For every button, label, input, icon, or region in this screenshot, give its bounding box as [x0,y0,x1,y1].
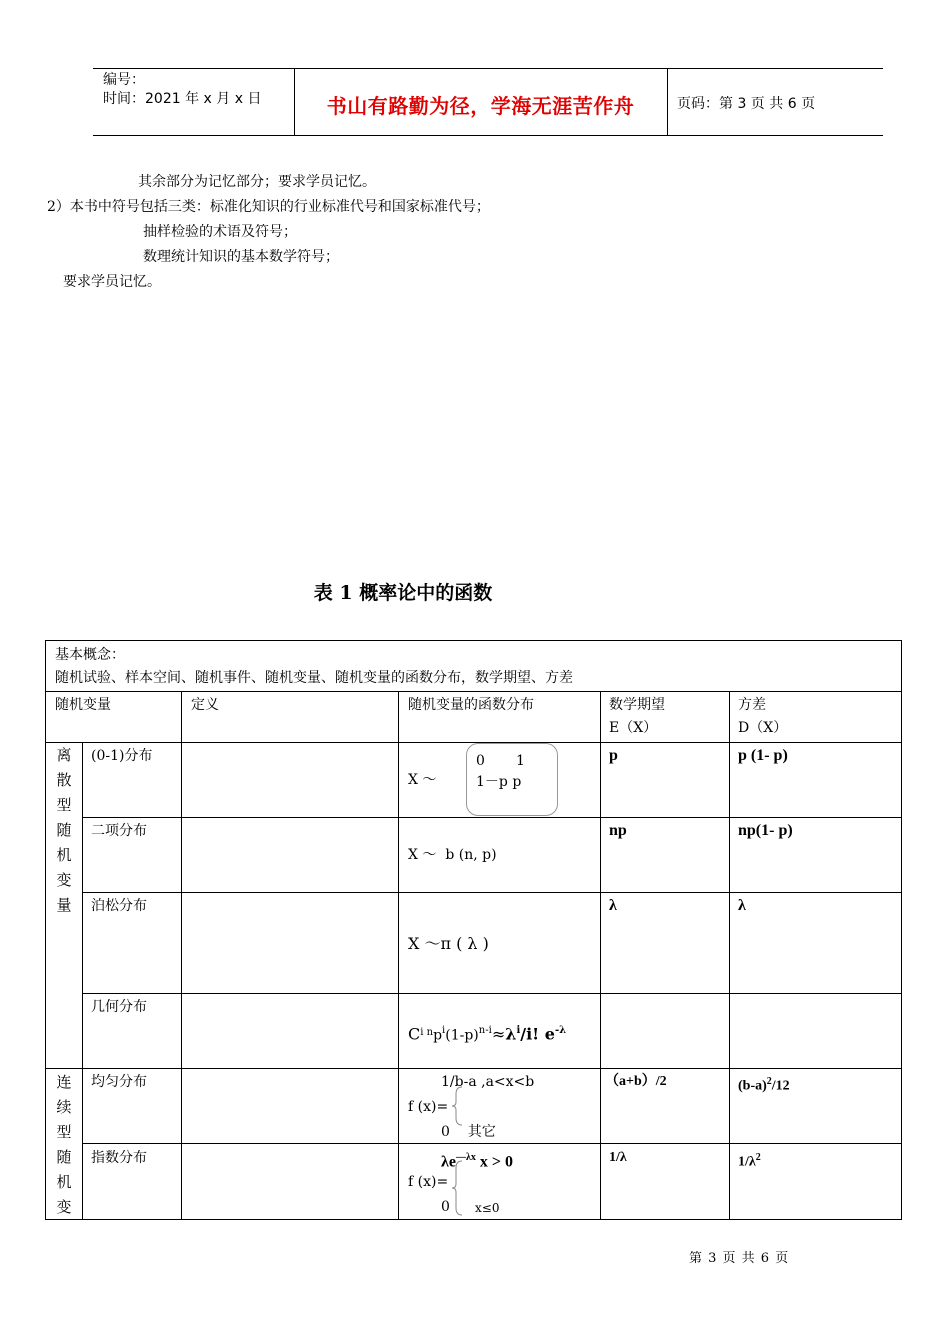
basic-concept-text: 随机试验、样本空间、随机事件、随机变量、随机变量的函数分布，数学期望、方差 [55,670,573,686]
table-rule [181,691,182,1220]
brace-icon [452,1160,464,1216]
col-header-expectation: 数学期望 [609,697,665,713]
row-name: 几何分布 [91,999,147,1015]
row-function-line2: f (x)= [408,1174,449,1190]
row-function-line2: f (x)= [408,1099,449,1115]
table-rule [45,691,902,692]
header-number: 编号： [103,72,145,88]
header-info [103,71,261,109]
brace-icon [452,1086,464,1126]
col-header-variance: 方差 [738,697,766,713]
row-name: 泊松分布 [91,898,147,914]
col-header-variance-symbol: D（X） [738,720,788,736]
col-header-expectation-symbol: E（X） [609,720,658,736]
header-divider [667,68,668,135]
row-function: X ～ [408,772,437,788]
row-name: 指数分布 [91,1150,147,1166]
table-rule [398,691,399,1220]
row-variance: $1/\lambda^2$ [738,1152,761,1170]
table-rule [45,1219,902,1220]
header-motto: 书山有路勤为径，学海无涯苦作舟 [326,94,635,118]
row-name: (0-1)分布 [91,748,153,764]
table-title: 表 1 概率论中的函数 [313,582,493,604]
header-bottom-rule [93,135,883,136]
row-function-line1: $\lambda e^{—\lambda x}$ x > 0 [441,1152,514,1171]
col-header-function: 随机变量的函数分布 [408,697,534,713]
row-function: X ～ b (n, p) [408,847,497,863]
body-line: 2）本书中符号包括三类：标准化知识的行业标准代号和国家标准代号； [47,199,490,215]
row-expectation: （a+b）/2 [605,1074,667,1089]
table-rule [45,1068,902,1069]
row-variance: $(b-a)^2/12$ [738,1076,790,1094]
row-variance: p (1- p) [738,747,788,764]
table-rule [901,640,902,1220]
group-label-discrete: 离 散 型 随 机 变 量 [56,746,72,914]
body-line: 要求学员记忆。 [63,274,161,290]
table-rule [45,640,902,641]
row-function: $C^{i n}p^i(1-p)^{n-i}\approx\lambda^i/i$! $e^{-\lambda}$ [408,1024,567,1044]
row-variance: λ [738,897,746,914]
table-rule [82,892,902,893]
body-line: 其余部分为记忆部分；要求学员记忆。 [138,174,376,190]
header-page: 页码：第 3 页 共 6 页 [677,96,816,112]
row-expectation: np [609,822,627,839]
table-rule [82,742,83,1220]
page-footer: 第 3 页 共 6 页 [689,1251,790,1266]
row-function-line3-condition: x≤0 [475,1201,500,1215]
table-rule [729,691,730,1220]
group-label-continuous: 连 续 型 随 机 变 [56,1073,72,1216]
col-header-definition: 定义 [191,697,219,713]
body-line: 抽样检验的术语及符号； [143,224,297,240]
row-function-line1: 1/b-a ,a<x<b [441,1074,535,1090]
body-line: 数理统计知识的基本数学符号； [143,249,339,265]
table-rule [82,993,902,994]
table-rule [600,691,601,1220]
row-variance: np(1- p) [738,822,793,839]
row-function-line3: 0 其它 [441,1124,496,1140]
table-rule [82,817,902,818]
row-expectation: λ [609,897,617,914]
row-expectation: 1/λ [609,1150,627,1165]
row-name: 均匀分布 [91,1074,147,1090]
row-function-line3: 0 [441,1199,450,1215]
basic-concept-title: 基本概念： [55,647,125,663]
row-name: 二项分布 [91,823,147,839]
col-header-variable: 随机变量 [55,697,111,713]
header-time: 时间：2021 年 x 月 x 日 [103,91,262,107]
row-function-matrix-bottom: 1－p p [476,774,522,790]
row-function-matrix-top: 0 1 [476,753,525,769]
row-function: X ～π ( λ ) [408,934,489,953]
header-top-rule [93,68,883,69]
row-expectation: p [609,747,618,764]
